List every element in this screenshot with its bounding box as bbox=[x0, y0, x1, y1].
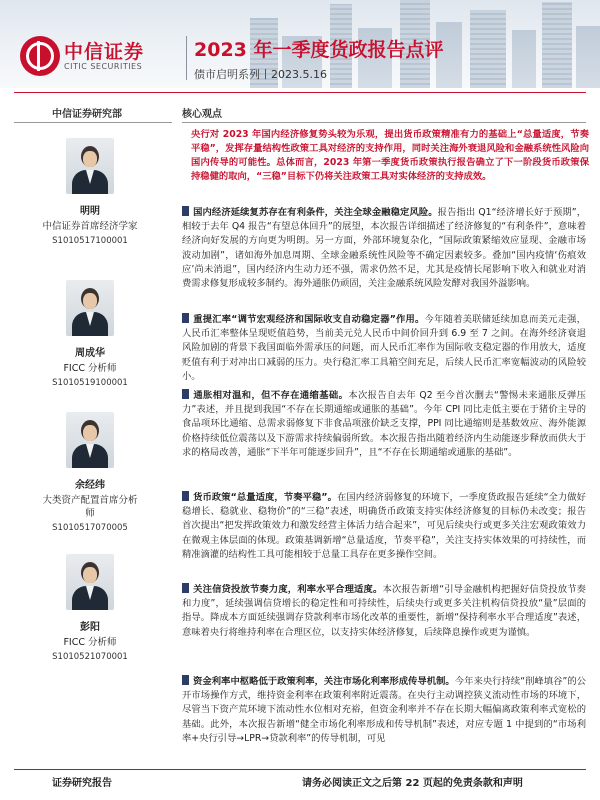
key-point-lead: 资金利率中枢略低于政策利率，关注市场化利率形成传导机制。 bbox=[193, 676, 455, 687]
analyst-role: 中信证券首席经济学家 bbox=[42, 221, 138, 232]
analyst-license-id: S1010519100001 bbox=[52, 378, 128, 388]
brand-name-en: CITIC SECURITIES bbox=[64, 62, 143, 71]
analyst-photo bbox=[66, 554, 114, 610]
bullet-marker-icon bbox=[182, 675, 189, 685]
key-point-paragraph bbox=[182, 313, 586, 384]
analyst-name: 彭阳 bbox=[80, 622, 100, 633]
key-point-lead: 重提汇率“调节宏观经济和国际收支自动稳定器”作用。 bbox=[193, 314, 425, 325]
key-point-body: 今年来央行持续“削峰填谷”的公开市场操作方式，维持资金利率在政策利率附近震荡。在央行主动调控狭义流动性市场的环境下，尽管当下资产荒环境下流动性水位相对充裕，但资金利率并不存在长期大幅偏离政策利率式宽松的基础。此外，本次报告新增“健全市场化利率形成和传导机制”表述，对应专题 1 中提到的“市场利率+央行引导→LPR→贷款利率”的传导机制，可见 bbox=[182, 676, 586, 744]
report-subtitle: 债市启明系列丨2023.5.16 bbox=[194, 68, 327, 81]
skyline-building bbox=[470, 10, 506, 88]
header-divider bbox=[186, 36, 187, 80]
analyst-license-id: S1010517100001 bbox=[52, 236, 128, 246]
section-heading: 核心观点 bbox=[182, 109, 222, 120]
section-rule bbox=[182, 122, 586, 123]
analyst-role: FICC 分析师 bbox=[63, 637, 117, 648]
analyst-photo bbox=[66, 280, 114, 336]
brand-name-cn: 中信证券 bbox=[64, 41, 145, 63]
analyst-photo bbox=[66, 138, 114, 194]
report-header bbox=[0, 0, 600, 88]
bullet-marker-icon bbox=[182, 583, 189, 593]
bullet-marker-icon bbox=[182, 206, 189, 216]
bullet-marker-icon bbox=[182, 491, 189, 501]
sidebar-rule bbox=[14, 122, 172, 123]
analyst-name: 周成华 bbox=[75, 348, 105, 359]
footer-label: 证券研究报告 bbox=[52, 778, 112, 789]
bullet-marker-icon bbox=[182, 313, 189, 323]
analyst-name: 明明 bbox=[80, 206, 100, 217]
key-point-body: 在国内经济弱修复的环境下，一季度货政报告延续“全力做好稳增长、稳就业、稳物价”的“三稳”表述，明确货币政策支持实体经济修复的目标仍未改变；报告首次提出“把发挥政策效力和激发经营主体活力结合起来”，可见后续央行或更多关注宏观政策效力在微观主体层面的体现。政策基调新增“总量适度，节奏平稳”，关注支持实体效果的可持续性，而精准滴灌的结构性工具可能相较于总量工具存在更多操作空间。 bbox=[182, 492, 586, 560]
analyst-role: 大类资产配置首席分析师 bbox=[42, 495, 138, 519]
analyst-card bbox=[0, 138, 180, 246]
summary-paragraph: 央行对 2023 年国内经济修复势头较为乐观，提出货币政策精准有力的基础上“总量适度，节奏平稳”，发挥存量结构性政策工具对经济的支持作用，同时关注海外衰退风险和金融系统性风险向国内传导的可能性。总体而言，2023 年第一季度货币政策执行报告确立了下一阶段货币政策保持稳健的取向，“三稳”目标下仍将关注政策工具对实体经济的支持成效。 bbox=[191, 129, 589, 183]
skyline-building bbox=[542, 2, 572, 88]
key-point-body: 本次报告自去年 Q2 至今首次删去“警惕未来通胀反弹压力”表述，并且提到我国“不存在长期通缩或通胀的基础”。今年 CPI 同比走低主要在于猪价主导的食品项环比通缩、总需求弱修复下非食品项涨价缺乏支撑，PPI 同比通缩则是基数效应、海外能源价格持续低位震荡以及下游需求持续偏弱所致。本次报告指出随着经济内生动能逐步释放而供大于求的格局改善，通胀“下半年可能逐步回升”，且“不存在长期通缩或通胀的基础”。 bbox=[182, 390, 586, 458]
top-rule bbox=[14, 92, 586, 93]
bullet-marker-icon bbox=[182, 389, 189, 399]
analyst-photo bbox=[66, 412, 114, 468]
key-point-body: 报告指出 Q1“经济增长好于预期”，相较于去年 Q4 报告“有望总体回升”的展望，本次报告详细描述了经济修复的“有利条件”，意味着经济向好发展的方向更为明朗。另一方面，外部环境复杂化，“国际政策紧缩效应显现、金融市场波动加剧”，诸如海外加息周期、全球金融系统性风险等不确定因素较多。叠加“国内疫情‘伤痕效应’尚未消退”，国内经济内生动力还不强，需求仍然不足，尤其是疫情长尾影响下收入和就业对消费需求修复形成较多制约。海外通胀仍顽固，关注金融系统风险发酵对我国外溢影响。 bbox=[182, 207, 586, 290]
key-point-body: 今年随着美联储延续加息而美元走强，人民币汇率整体呈现贬值趋势，当前美元兑人民币中间价回升到 6.9 至 7 之间。在海外经济衰退风险加剧的背景下我国面临外需承压的问题，而人民币汇率作为国际收支稳定器的作用放大，适度贬值有利于对冲出口减弱的压力。央行稳汇率工具箱空间充足，后续人民币汇率宽幅波动的风险较小。 bbox=[182, 314, 586, 382]
key-point-paragraph bbox=[182, 583, 586, 640]
key-point-paragraph bbox=[182, 206, 586, 291]
analyst-card bbox=[0, 412, 180, 533]
key-point-lead: 通胀相对温和，但不存在通缩基础。 bbox=[193, 390, 349, 401]
analyst-card bbox=[0, 554, 180, 662]
skyline-building bbox=[576, 26, 600, 88]
key-point-body: 本次报告新增“引导金融机构把握好信贷投放节奏和力度”，延续强调信贷增长的稳定性和可持续性，后续央行或更多关注机构信贷投放“量”层面的指导。降成本方面延续强调存贷款利率市场化改革的重要性，新增“保持利率水平合理适度”表述，意味着央行将维持利率在合理区位，以支持实体经济修复，后续降息操作或更为谨慎。 bbox=[182, 584, 586, 638]
analyst-license-id: S1010521070001 bbox=[52, 652, 128, 662]
key-point-lead: 关注信贷投放节奏力度，利率水平合理适度。 bbox=[193, 584, 383, 595]
skyline-building bbox=[512, 30, 536, 88]
citic-logo-icon bbox=[20, 36, 60, 76]
analyst-role: FICC 分析师 bbox=[63, 363, 117, 374]
key-point-lead: 国内经济延续复苏存在有利条件，关注全球金融稳定风险。 bbox=[193, 207, 438, 218]
key-point-lead: 货币政策“总量适度，节奏平稳”。 bbox=[193, 492, 337, 503]
key-point-paragraph bbox=[182, 389, 586, 460]
report-title: 2023 年一季度货政报告点评 bbox=[194, 39, 444, 61]
sidebar-heading: 中信证券研究部 bbox=[52, 109, 122, 120]
analyst-license-id: S1010517070005 bbox=[52, 523, 128, 533]
bottom-rule bbox=[14, 769, 586, 770]
analyst-name: 余经纬 bbox=[75, 480, 105, 491]
analyst-card bbox=[0, 280, 180, 388]
key-point-paragraph bbox=[182, 675, 586, 767]
key-point-paragraph bbox=[182, 491, 586, 562]
footer-disclaimer: 请务必阅读正文之后第 22 页起的免责条款和声明 bbox=[302, 778, 523, 789]
